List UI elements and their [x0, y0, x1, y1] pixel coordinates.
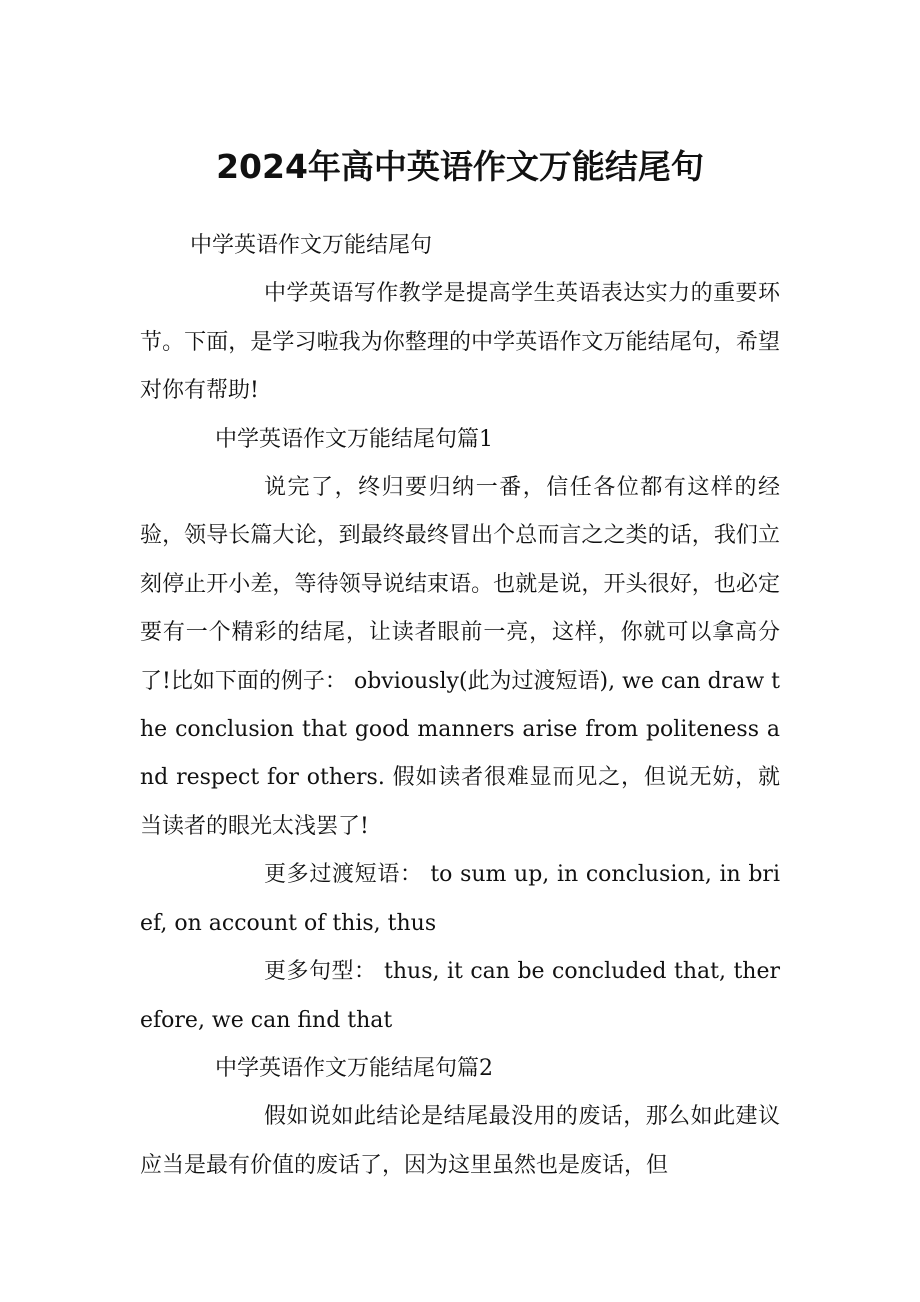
part-2-paragraph: 假如说如此结论是结尾最没用的废话，那么如此建议应当是最有价值的废话了，因为这里虽然也是废话，但: [140, 1104, 780, 1178]
document-title: 2024年高中英语作文万能结尾句: [216, 147, 704, 186]
section-heading-part-1: 中学英语作文万能结尾句篇1: [215, 426, 493, 452]
part-1-paragraph: 说完了，终归要归纳一番，信任各位都有这样的经验，领导长篇大论，到最终最终冒出个总而言之之类的话，我们立刻停止开小差，等待领导说结束语。也就是说，开头很好，也必定要有一个精彩的结尾，让读者眼前一亮，这样，你就可以拿高分了!比如下面的例子： obviously(此为过渡短语), we can draw the conclusion that good manners arise from politeness and respect for others. 假如读者很难显而见之，但说无妨，就当读者的眼光太浅罢了!: [140, 475, 780, 839]
document-body: [140, 222, 780, 1190]
transition-phrases-paragraph: 更多过渡短语： to sum up, in conclusion, in brief, on account of this, thus: [140, 862, 780, 936]
intro-paragraph: 中学英语写作教学是提高学生英语表达实力的重要环节。下面，是学习啦我为你整理的中学英语作文万能结尾句，希望对你有帮助!: [140, 281, 780, 404]
section-heading-part-2: 中学英语作文万能结尾句篇2: [215, 1055, 493, 1081]
section-heading-intro: 中学英语作文万能结尾句: [190, 233, 433, 258]
sentence-patterns-paragraph: 更多句型： thus, it can be concluded that, therefore, we can find that: [140, 959, 780, 1033]
